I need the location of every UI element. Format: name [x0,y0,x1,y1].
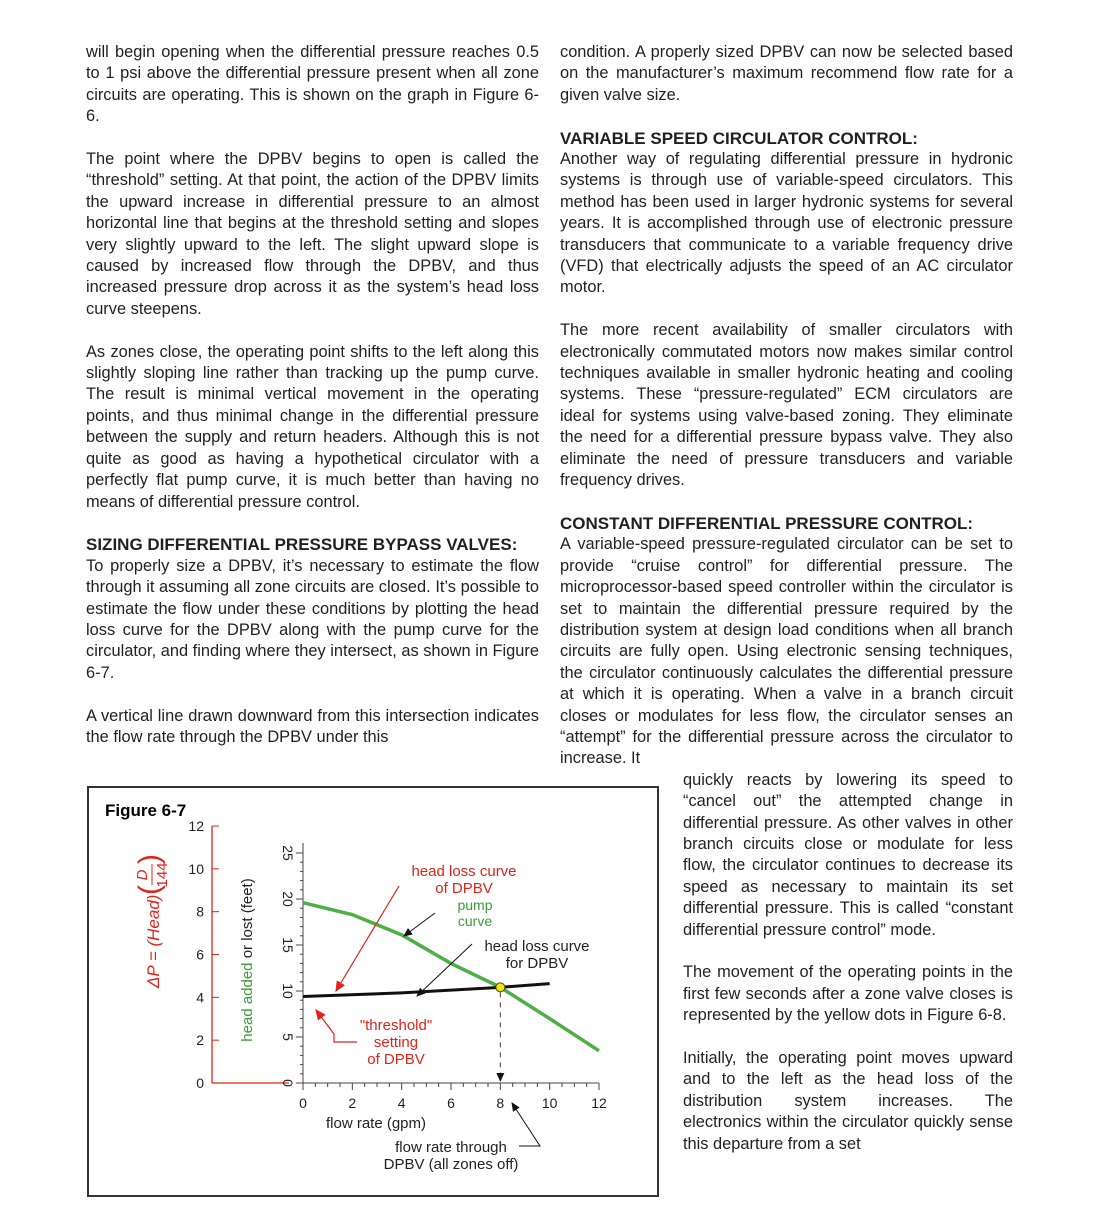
flow-through-label-1: flow rate through [395,1139,507,1156]
threshold-label-3: of DPBV [367,1051,425,1068]
paragraph: Initially, the operating point moves upward and to the left as the head loss of the distribution system increases. The electronics within the circulator quickly sense this departure from a set [683,1049,1013,1153]
pump-label-1: pump [457,897,493,913]
head-loss-red-label-2: of DPBV [435,880,493,897]
paragraph: To properly size a DPBV, it’s necessary to estimate the flow through it assuming all zone circuits are closed. It’s possible to estimate the flow under these conditions by plotting the head loss curve for the DPBV along with the pump curve for the circulator, and finding where they intersect, as shown in Figure 6-7. [86,556,539,682]
x-axis-label: flow rate (gpm) [325,1115,427,1132]
paragraph: The point where the DPBV begins to open is called the “threshold” setting. At that point, the action of the DPBV limits the upward increase in differential pressure to an almost horizontal line that begins at the threshold setting and slopes very slightly upward to the left. The slight upward slope is caused by increased flow through the DPBV, and thus increased pressure drop across it as the system’s head loss curve steepens. [86,150,539,318]
x-tick-label: 0 [299,1095,307,1111]
paragraph: will begin opening when the differential pressure reaches 0.5 to 1 psi above the differential pressure present when all zone circuits are operating. This is shown on the graph in Figure 6-6. [86,43,539,126]
psi-frac-num: D [134,869,151,881]
feet-tick-label: 0 [280,1079,296,1087]
figure-6-7 [87,786,659,1197]
feet-tick-label: 15 [280,937,296,953]
x-tick-label: 2 [348,1095,357,1111]
x-tick-label: 8 [496,1095,505,1111]
paragraph: The more recent availability of smaller circulators with electronically commutated motors now makes similar control techniques available in smaller hydronic heating and cooling systems. These “pressure-regulated” ECM circulators are ideal for systems using valve-based zoning. They eliminate the need for a differential pressure bypass valve. They also eliminate the need of pressure transducers and variable frequency drives. [560,321,1013,490]
y-axis-label-colored: head added [239,962,256,1042]
psi-formula [133,854,171,989]
paragraph: condition. A properly sized DPBV can now be selected based on the manufacturer’s maximum recommend flow rate for a given valve size. [560,43,1013,104]
paren-close-glyph: ) [133,854,166,864]
psi-tick-label: 10 [188,860,204,877]
pump-arrow [404,913,435,936]
x-tick-label: 4 [397,1095,406,1111]
head-loss-black-label-2: for DPBV [505,955,569,972]
section-heading: SIZING DIFFERENTIAL PRESSURE BYPASS VALVES: [86,535,518,555]
flow-through-label-2: DPBV (all zones off) [383,1156,519,1173]
feet-tick-label: 10 [280,983,296,999]
x-tick-label: 6 [447,1095,455,1111]
head-loss-black-label-1: head loss curve [484,938,590,955]
figure-label: Figure 6-7 [105,801,187,820]
threshold-label-2: setting [373,1034,419,1051]
y-axis-label [239,878,256,1041]
section-heading: VARIABLE SPEED CIRCULATOR CONTROL: [560,128,918,148]
y-axis-label-rest: or lost (feet) [239,878,256,963]
pump-label-2: curve [457,913,493,929]
section-heading: CONSTANT DIFFERENTIAL PRESSURE CONTROL: [560,513,974,533]
head-loss-red-label-1: head loss curve [411,863,517,880]
flow-through-arrow [512,1103,540,1146]
feet-tick-label: 5 [280,1033,296,1041]
left-column [86,42,539,748]
psi-tick-label: 6 [196,946,204,963]
paren-open-glyph: ( [133,885,166,895]
x-tick-label: 12 [591,1095,607,1111]
drop-arrow-head [496,1073,504,1082]
threshold-label-1: "threshold" [359,1017,433,1034]
head-loss-red-arrow [336,886,399,991]
paragraph: A variable-speed pressure-regulated circulator can be set to provide “cruise control” for differential pressure. The microprocessor-based speed controller within the circulator is set to maintain the differential pressure required by the distribution system at design load conditions when all branch circuits are fully open. Using electronic sensing techniques, the circulator continuously calculates the differential pressure at which it is operating. When a valve in a branch circuit closes or modulates for less flow, the circulator senses an “attempt” for the differential pressure across the circulator to increase. It [560,535,1013,768]
pump-curve-line [303,903,599,1051]
feet-tick-label: 25 [280,845,296,861]
feet-tick-label: 20 [280,891,296,907]
psi-tick-label: 8 [196,903,204,920]
psi-tick-label: 12 [188,818,204,834]
paragraph: Another way of regulating differential pressure in hydronic systems is through use of variable-speed circulators. This method has been used in larger hydronic systems for several years. It is accomplished through use of electronic pressure transducers that communicate to a variable frequency drive (VFD) that electrically adjusts the speed of an AC circulator motor. [560,150,1013,297]
figure-chart [89,788,657,1195]
intersection-point [496,983,505,992]
psi-tick-label: 4 [196,989,204,1006]
paragraph: quickly reacts by lowering its speed to “cancel out” the attempted change in differential pressure. As other valves in other branch circuits close or modulate for less flow, the circulator continues to decrease its speed as necessary to maintain its set differential pressure. This is called “constant differential pressure control” mode. [683,770,1013,939]
x-tick-label: 10 [541,1095,558,1111]
paragraph: As zones close, the operating point shifts to the left along this slightly sloping line rather than tracking up the pump curve. The result is minimal vertical movement in the operating points, and thus minimal change in the differential pressure between the supply and return headers. Although this is not quite as good as having a hypothetical circulator with a perfectly flat pump curve, it is much better than having no means of differential pressure control. [86,342,539,511]
paragraph: The movement of the operating points in the first few seconds after a zone valve closes is represented by the yellow dots in Figure 6-8. [683,963,1013,1025]
psi-frac-den: 144 [154,862,171,888]
psi-tick-label: 2 [196,1032,204,1049]
psi-tick-label: 0 [196,1075,204,1091]
paragraph: A vertical line drawn downward from this intersection indicates the flow rate through the DPBV under this [86,706,539,746]
threshold-arrow [316,1010,357,1042]
psi-formula-text: ΔP = (Head) [144,894,163,988]
